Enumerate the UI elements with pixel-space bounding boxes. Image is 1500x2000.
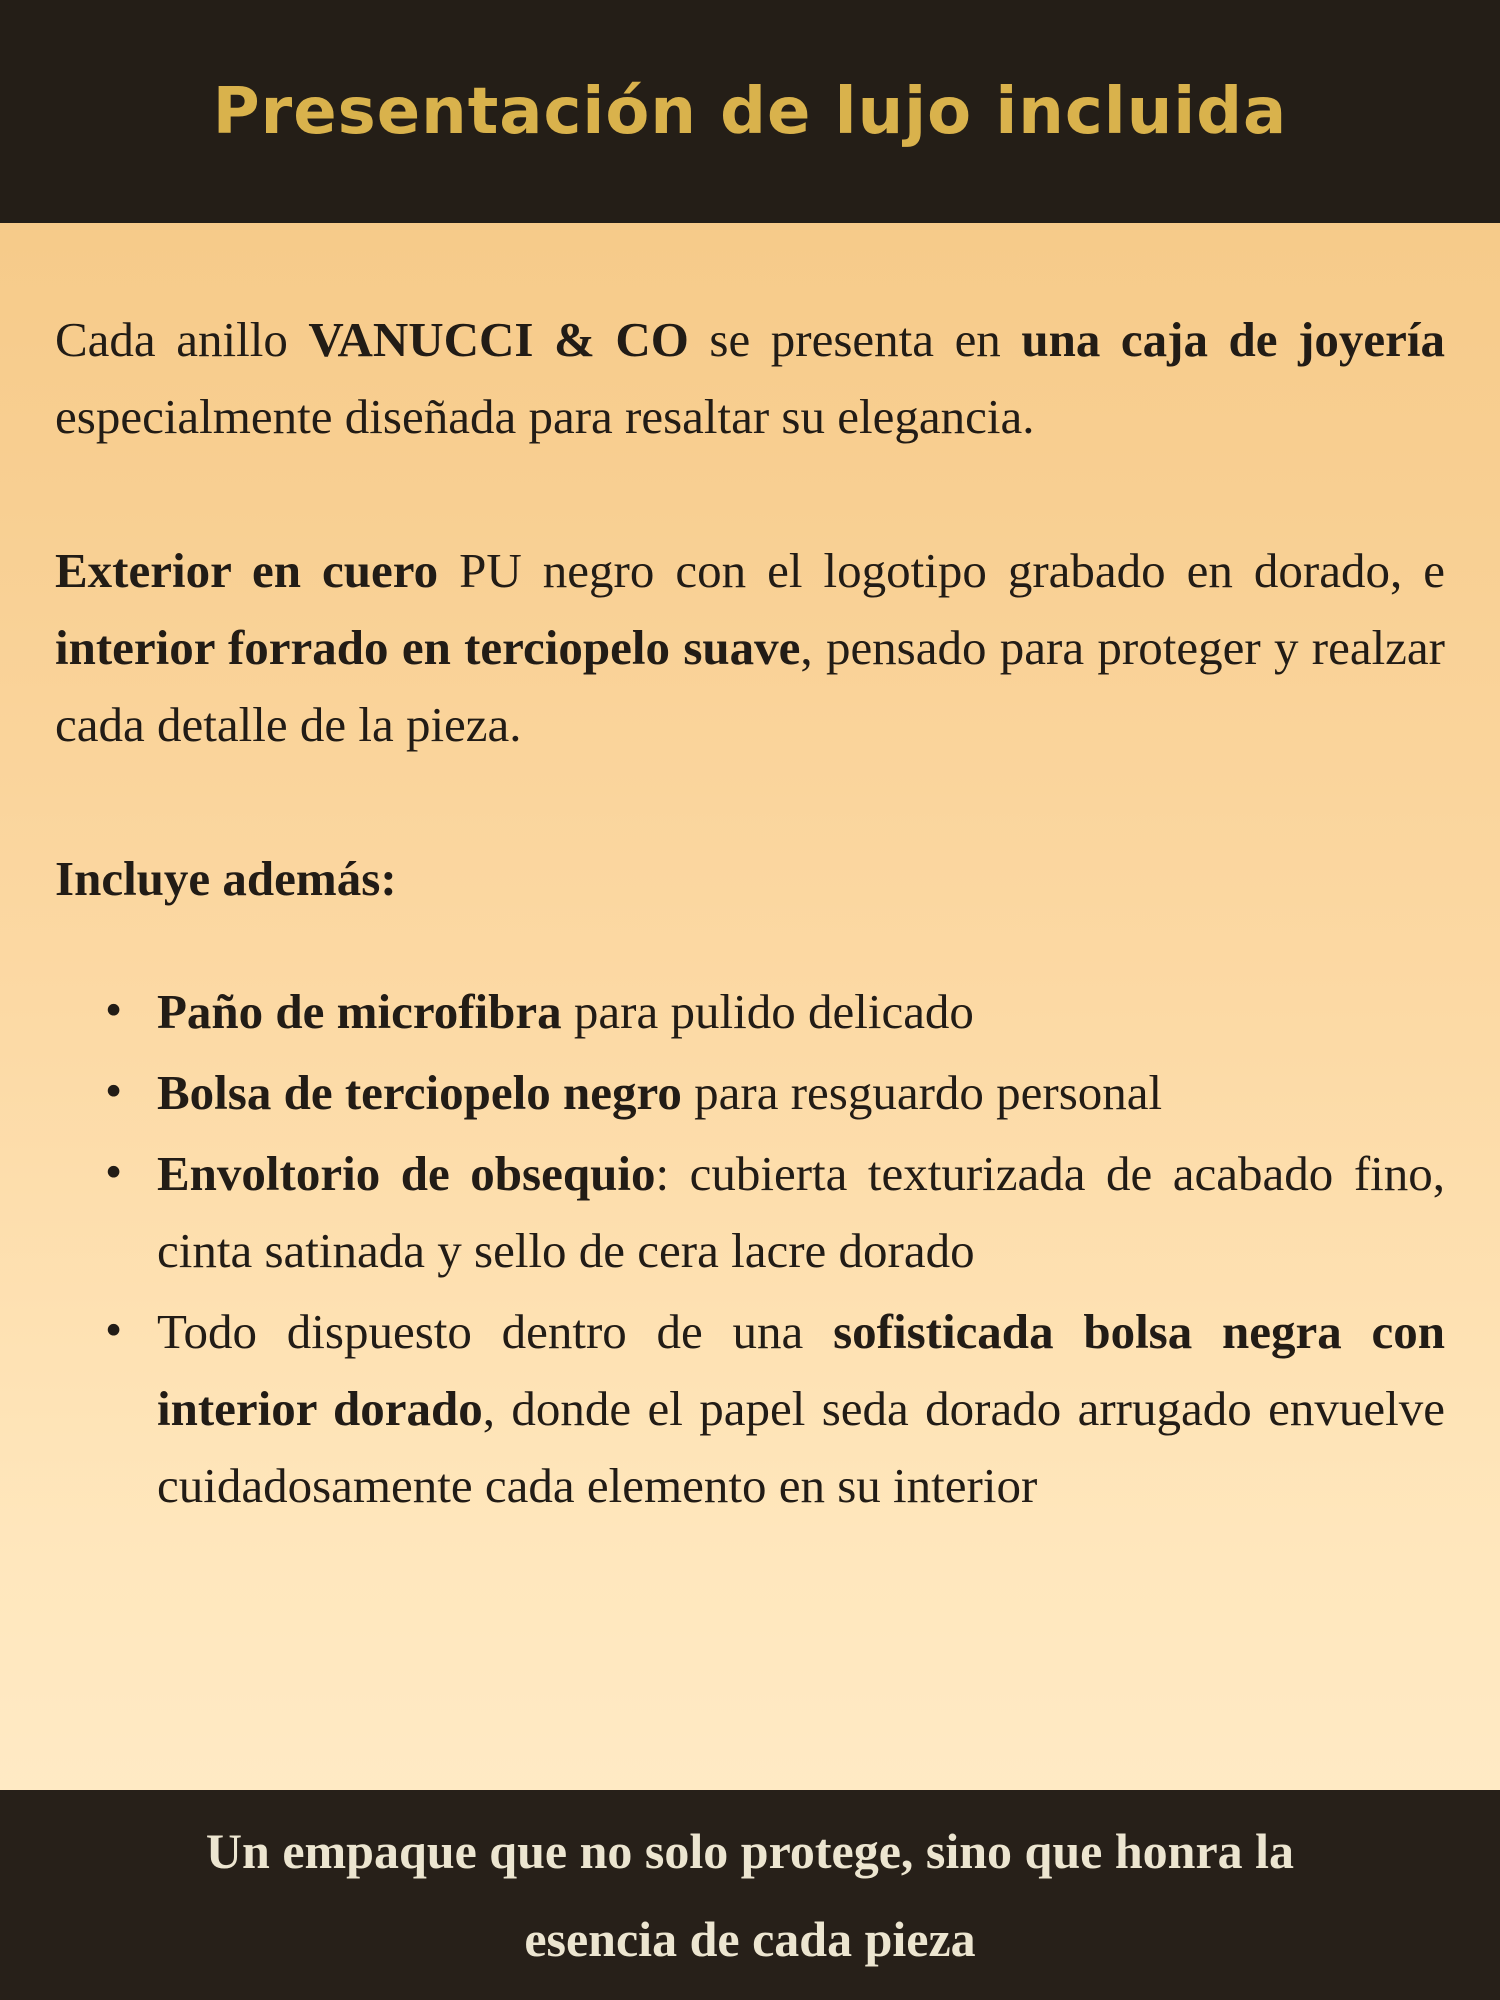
list-item-text: Bolsa de terciopelo negro para resguardo personal xyxy=(157,1065,1163,1120)
footer-tagline-line2: esencia de cada pieza xyxy=(524,1911,976,1967)
bullet-icon: • xyxy=(105,1302,123,1357)
bullet-icon: • xyxy=(105,982,123,1037)
footer-tagline-line1: Un empaque que no solo protege, sino que honra la xyxy=(205,1823,1295,1879)
header-band xyxy=(0,0,1500,223)
page-title: Presentación de lujo incluida xyxy=(212,74,1288,149)
list-item xyxy=(105,1054,1445,1131)
list-item-text: Envoltorio de obsequio: cubierta texturizada de acabado fino, cinta satinada y sello de cera lacre dorado xyxy=(157,1146,1446,1278)
bullet-icon: • xyxy=(105,1144,123,1199)
list-item xyxy=(105,1293,1445,1524)
materials-paragraph: Exterior en cuero PU negro con el logotipo grabado en dorado, e interior forrado en terciopelo suave, pensado para proteger y realzar cada detalle de la pieza. xyxy=(55,543,1445,752)
bullet-icon: • xyxy=(105,1063,123,1118)
list-item xyxy=(105,973,1445,1050)
list-item-text: Paño de microfibra para pulido delicado xyxy=(157,984,974,1039)
list-heading: Incluye además: xyxy=(55,851,397,906)
footer-band xyxy=(0,1790,1500,2000)
list-item-text: Todo dispuesto dentro de una sofisticada bolsa negra con interior dorado, donde el papel seda dorado arrugado envuelve cuidadosamente cada elemento en su interior xyxy=(157,1304,1445,1513)
intro-paragraph: Cada anillo VANUCCI & CO se presenta en una caja de joyería especialmente diseñada para resaltar su elegancia. xyxy=(55,312,1445,444)
body-content xyxy=(0,223,1500,1528)
list-item xyxy=(105,1135,1446,1289)
bullet-list xyxy=(55,973,1445,1524)
